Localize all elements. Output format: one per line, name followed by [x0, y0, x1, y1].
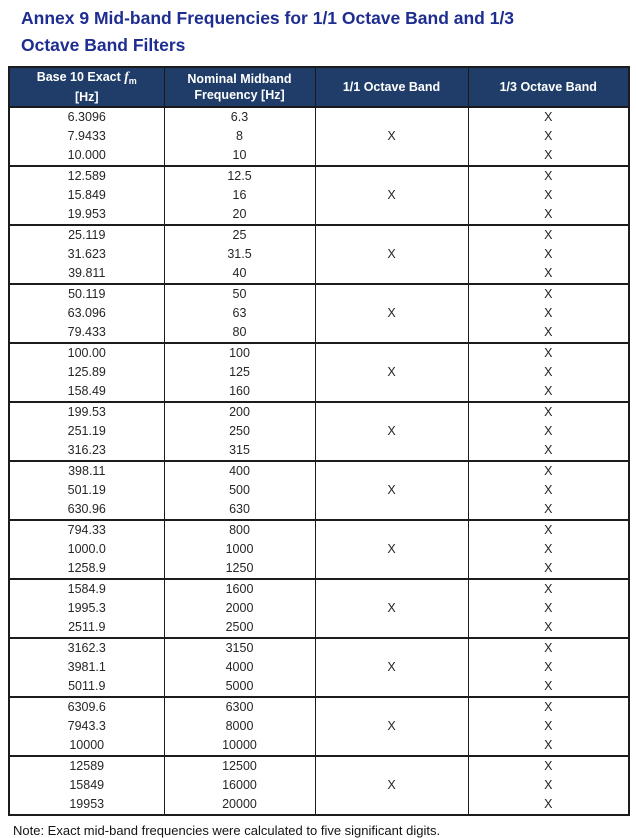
cell-octave-1-3-mark: X: [468, 520, 629, 540]
cell-exact-frequency: 15.849: [9, 186, 164, 205]
cell-octave-1-3-mark: X: [468, 461, 629, 481]
cell-exact-frequency: 31.623: [9, 245, 164, 264]
cell-exact-frequency: 79.433: [9, 323, 164, 343]
cell-nominal-frequency: 40: [164, 264, 315, 284]
cell-octave-1-3-mark: X: [468, 756, 629, 776]
cell-octave-1-3-mark: X: [468, 638, 629, 658]
cell-exact-frequency: 794.33: [9, 520, 164, 540]
cell-octave-1-3-mark: X: [468, 776, 629, 795]
cell-octave-1-1-mark: X: [315, 481, 468, 500]
cell-exact-frequency: 10.000: [9, 146, 164, 166]
cell-octave-1-1-mark: X: [315, 245, 468, 264]
cell-nominal-frequency: 160: [164, 382, 315, 402]
cell-nominal-frequency: 1600: [164, 579, 315, 599]
cell-exact-frequency: 199.53: [9, 402, 164, 422]
cell-octave-1-1-mark: [315, 323, 468, 343]
cell-octave-1-3-mark: X: [468, 441, 629, 461]
cell-nominal-frequency: 500: [164, 481, 315, 500]
cell-exact-frequency: 5011.9: [9, 677, 164, 697]
cell-octave-1-1-mark: X: [315, 717, 468, 736]
header-base10-exact: [9, 67, 164, 107]
table-row: [9, 363, 629, 382]
table-row: [9, 186, 629, 205]
table-row: [9, 500, 629, 520]
header-nominal-line2: Frequency [Hz]: [194, 88, 285, 102]
cell-octave-1-1-mark: [315, 382, 468, 402]
cell-octave-1-1-mark: [315, 205, 468, 225]
cell-nominal-frequency: 2000: [164, 599, 315, 618]
cell-octave-1-3-mark: X: [468, 579, 629, 599]
cell-octave-1-1-mark: [315, 520, 468, 540]
cell-exact-frequency: 158.49: [9, 382, 164, 402]
cell-octave-1-1-mark: X: [315, 540, 468, 559]
cell-octave-1-3-mark: X: [468, 382, 629, 402]
header-nominal-line1: Nominal Midband: [187, 72, 292, 86]
cell-exact-frequency: 6309.6: [9, 697, 164, 717]
cell-exact-frequency: 3981.1: [9, 658, 164, 677]
header-nominal-midband: [164, 67, 315, 107]
table-row: [9, 520, 629, 540]
table-row: [9, 225, 629, 245]
cell-octave-1-3-mark: X: [468, 618, 629, 638]
table-row: [9, 461, 629, 481]
cell-octave-1-3-mark: X: [468, 186, 629, 205]
cell-octave-1-3-mark: X: [468, 245, 629, 264]
cell-nominal-frequency: 63: [164, 304, 315, 323]
cell-octave-1-1-mark: [315, 795, 468, 815]
cell-exact-frequency: 7943.3: [9, 717, 164, 736]
cell-nominal-frequency: 630: [164, 500, 315, 520]
cell-nominal-frequency: 1250: [164, 559, 315, 579]
cell-exact-frequency: 50.119: [9, 284, 164, 304]
table-row: [9, 540, 629, 559]
cell-nominal-frequency: 12500: [164, 756, 315, 776]
cell-nominal-frequency: 12.5: [164, 166, 315, 186]
cell-octave-1-1-mark: X: [315, 304, 468, 323]
table-row: [9, 599, 629, 618]
table-row: [9, 736, 629, 756]
cell-nominal-frequency: 20: [164, 205, 315, 225]
cell-octave-1-1-mark: [315, 677, 468, 697]
cell-octave-1-1-mark: [315, 756, 468, 776]
cell-nominal-frequency: 6.3: [164, 107, 315, 127]
cell-exact-frequency: 1584.9: [9, 579, 164, 599]
cell-nominal-frequency: 400: [164, 461, 315, 481]
frequency-table: [8, 66, 630, 816]
cell-octave-1-3-mark: X: [468, 264, 629, 284]
table-row: [9, 579, 629, 599]
cell-octave-1-1-mark: X: [315, 127, 468, 146]
cell-exact-frequency: 125.89: [9, 363, 164, 382]
cell-exact-frequency: 12589: [9, 756, 164, 776]
cell-octave-1-1-mark: X: [315, 186, 468, 205]
cell-nominal-frequency: 16000: [164, 776, 315, 795]
page-title: [21, 5, 621, 59]
table-row: [9, 717, 629, 736]
cell-octave-1-1-mark: X: [315, 658, 468, 677]
cell-octave-1-1-mark: [315, 697, 468, 717]
cell-exact-frequency: 1995.3: [9, 599, 164, 618]
cell-nominal-frequency: 3150: [164, 638, 315, 658]
table-row: [9, 795, 629, 815]
cell-octave-1-3-mark: X: [468, 697, 629, 717]
cell-nominal-frequency: 8: [164, 127, 315, 146]
table-row: [9, 284, 629, 304]
cell-octave-1-3-mark: X: [468, 736, 629, 756]
cell-octave-1-1-mark: [315, 284, 468, 304]
table-row: [9, 107, 629, 127]
table-row: [9, 441, 629, 461]
cell-octave-1-3-mark: X: [468, 540, 629, 559]
cell-nominal-frequency: 8000: [164, 717, 315, 736]
header-base10-unit: [Hz]: [74, 90, 99, 104]
table-row: [9, 304, 629, 323]
cell-octave-1-1-mark: [315, 559, 468, 579]
table-row: [9, 756, 629, 776]
cell-exact-frequency: 6.3096: [9, 107, 164, 127]
cell-exact-frequency: 501.19: [9, 481, 164, 500]
cell-exact-frequency: 39.811: [9, 264, 164, 284]
cell-octave-1-1-mark: [315, 461, 468, 481]
cell-nominal-frequency: 16: [164, 186, 315, 205]
cell-nominal-frequency: 25: [164, 225, 315, 245]
cell-nominal-frequency: 800: [164, 520, 315, 540]
cell-octave-1-3-mark: X: [468, 658, 629, 677]
cell-octave-1-1-mark: [315, 402, 468, 422]
cell-nominal-frequency: 6300: [164, 697, 315, 717]
cell-octave-1-3-mark: X: [468, 500, 629, 520]
table-row: [9, 618, 629, 638]
table-row: [9, 422, 629, 441]
header-octave-1-3: 1/3 Octave Band: [468, 67, 629, 107]
cell-nominal-frequency: 315: [164, 441, 315, 461]
cell-nominal-frequency: 80: [164, 323, 315, 343]
header-octave-1-1: 1/1 Octave Band: [315, 67, 468, 107]
cell-octave-1-1-mark: [315, 146, 468, 166]
cell-octave-1-1-mark: [315, 618, 468, 638]
cell-octave-1-1-mark: X: [315, 776, 468, 795]
page-title-line2: Octave Band Filters: [21, 35, 186, 55]
cell-exact-frequency: 7.9433: [9, 127, 164, 146]
table-row: [9, 323, 629, 343]
cell-octave-1-3-mark: X: [468, 205, 629, 225]
cell-exact-frequency: 100.00: [9, 343, 164, 363]
cell-octave-1-3-mark: X: [468, 284, 629, 304]
cell-exact-frequency: 3162.3: [9, 638, 164, 658]
cell-nominal-frequency: 31.5: [164, 245, 315, 264]
table-row: [9, 481, 629, 500]
table-row: [9, 146, 629, 166]
cell-octave-1-3-mark: X: [468, 481, 629, 500]
cell-octave-1-3-mark: X: [468, 323, 629, 343]
cell-exact-frequency: 1000.0: [9, 540, 164, 559]
cell-octave-1-1-mark: [315, 500, 468, 520]
cell-nominal-frequency: 10: [164, 146, 315, 166]
cell-octave-1-1-mark: [315, 343, 468, 363]
cell-octave-1-1-mark: [315, 107, 468, 127]
cell-octave-1-3-mark: X: [468, 599, 629, 618]
cell-octave-1-1-mark: X: [315, 599, 468, 618]
table-row: [9, 402, 629, 422]
cell-octave-1-1-mark: [315, 225, 468, 245]
table-row: [9, 776, 629, 795]
cell-octave-1-1-mark: [315, 579, 468, 599]
cell-octave-1-1-mark: [315, 441, 468, 461]
table-row: [9, 166, 629, 186]
cell-octave-1-3-mark: X: [468, 146, 629, 166]
cell-octave-1-3-mark: X: [468, 127, 629, 146]
cell-octave-1-3-mark: X: [468, 717, 629, 736]
table-row: [9, 658, 629, 677]
table-note: Note: Exact mid-band frequencies were calculated to five significant digits.: [13, 823, 441, 838]
cell-octave-1-3-mark: X: [468, 795, 629, 815]
cell-octave-1-3-mark: X: [468, 343, 629, 363]
cell-exact-frequency: 19.953: [9, 205, 164, 225]
fm-subscript: m: [128, 76, 137, 86]
table-row: [9, 559, 629, 579]
cell-octave-1-1-mark: X: [315, 363, 468, 382]
fm-symbol: f: [124, 69, 129, 84]
cell-octave-1-3-mark: X: [468, 225, 629, 245]
table-row: [9, 343, 629, 363]
cell-exact-frequency: 398.11: [9, 461, 164, 481]
document-page: [0, 5, 636, 838]
cell-nominal-frequency: 250: [164, 422, 315, 441]
table-row: [9, 382, 629, 402]
cell-octave-1-1-mark: [315, 264, 468, 284]
cell-nominal-frequency: 100: [164, 343, 315, 363]
cell-octave-1-3-mark: X: [468, 559, 629, 579]
cell-nominal-frequency: 2500: [164, 618, 315, 638]
cell-exact-frequency: 316.23: [9, 441, 164, 461]
cell-exact-frequency: 251.19: [9, 422, 164, 441]
cell-exact-frequency: 12.589: [9, 166, 164, 186]
cell-nominal-frequency: 5000: [164, 677, 315, 697]
cell-exact-frequency: 1258.9: [9, 559, 164, 579]
cell-exact-frequency: 63.096: [9, 304, 164, 323]
header-base10-prefix: Base 10 Exact: [36, 70, 125, 84]
cell-exact-frequency: 10000: [9, 736, 164, 756]
table-row: [9, 245, 629, 264]
cell-nominal-frequency: 4000: [164, 658, 315, 677]
cell-octave-1-3-mark: X: [468, 166, 629, 186]
table-header: [9, 67, 629, 107]
header-row: [9, 67, 629, 107]
cell-nominal-frequency: 200: [164, 402, 315, 422]
cell-octave-1-3-mark: X: [468, 107, 629, 127]
cell-nominal-frequency: 1000: [164, 540, 315, 559]
table-row: [9, 264, 629, 284]
table-body: [9, 107, 629, 815]
cell-exact-frequency: 25.119: [9, 225, 164, 245]
cell-octave-1-1-mark: X: [315, 422, 468, 441]
cell-exact-frequency: 2511.9: [9, 618, 164, 638]
cell-octave-1-3-mark: X: [468, 304, 629, 323]
cell-nominal-frequency: 125: [164, 363, 315, 382]
cell-octave-1-1-mark: [315, 166, 468, 186]
cell-nominal-frequency: 20000: [164, 795, 315, 815]
cell-octave-1-3-mark: X: [468, 402, 629, 422]
table-row: [9, 638, 629, 658]
table-row: [9, 697, 629, 717]
cell-octave-1-3-mark: X: [468, 677, 629, 697]
cell-octave-1-3-mark: X: [468, 363, 629, 382]
table-row: [9, 677, 629, 697]
cell-octave-1-1-mark: [315, 638, 468, 658]
table-row: [9, 127, 629, 146]
cell-octave-1-1-mark: [315, 736, 468, 756]
page-title-line1: Annex 9 Mid-band Frequencies for 1/1 Octave Band and 1/3: [21, 8, 515, 28]
cell-exact-frequency: 630.96: [9, 500, 164, 520]
cell-octave-1-3-mark: X: [468, 422, 629, 441]
table-row: [9, 205, 629, 225]
cell-exact-frequency: 15849: [9, 776, 164, 795]
cell-nominal-frequency: 50: [164, 284, 315, 304]
cell-nominal-frequency: 10000: [164, 736, 315, 756]
cell-exact-frequency: 19953: [9, 795, 164, 815]
